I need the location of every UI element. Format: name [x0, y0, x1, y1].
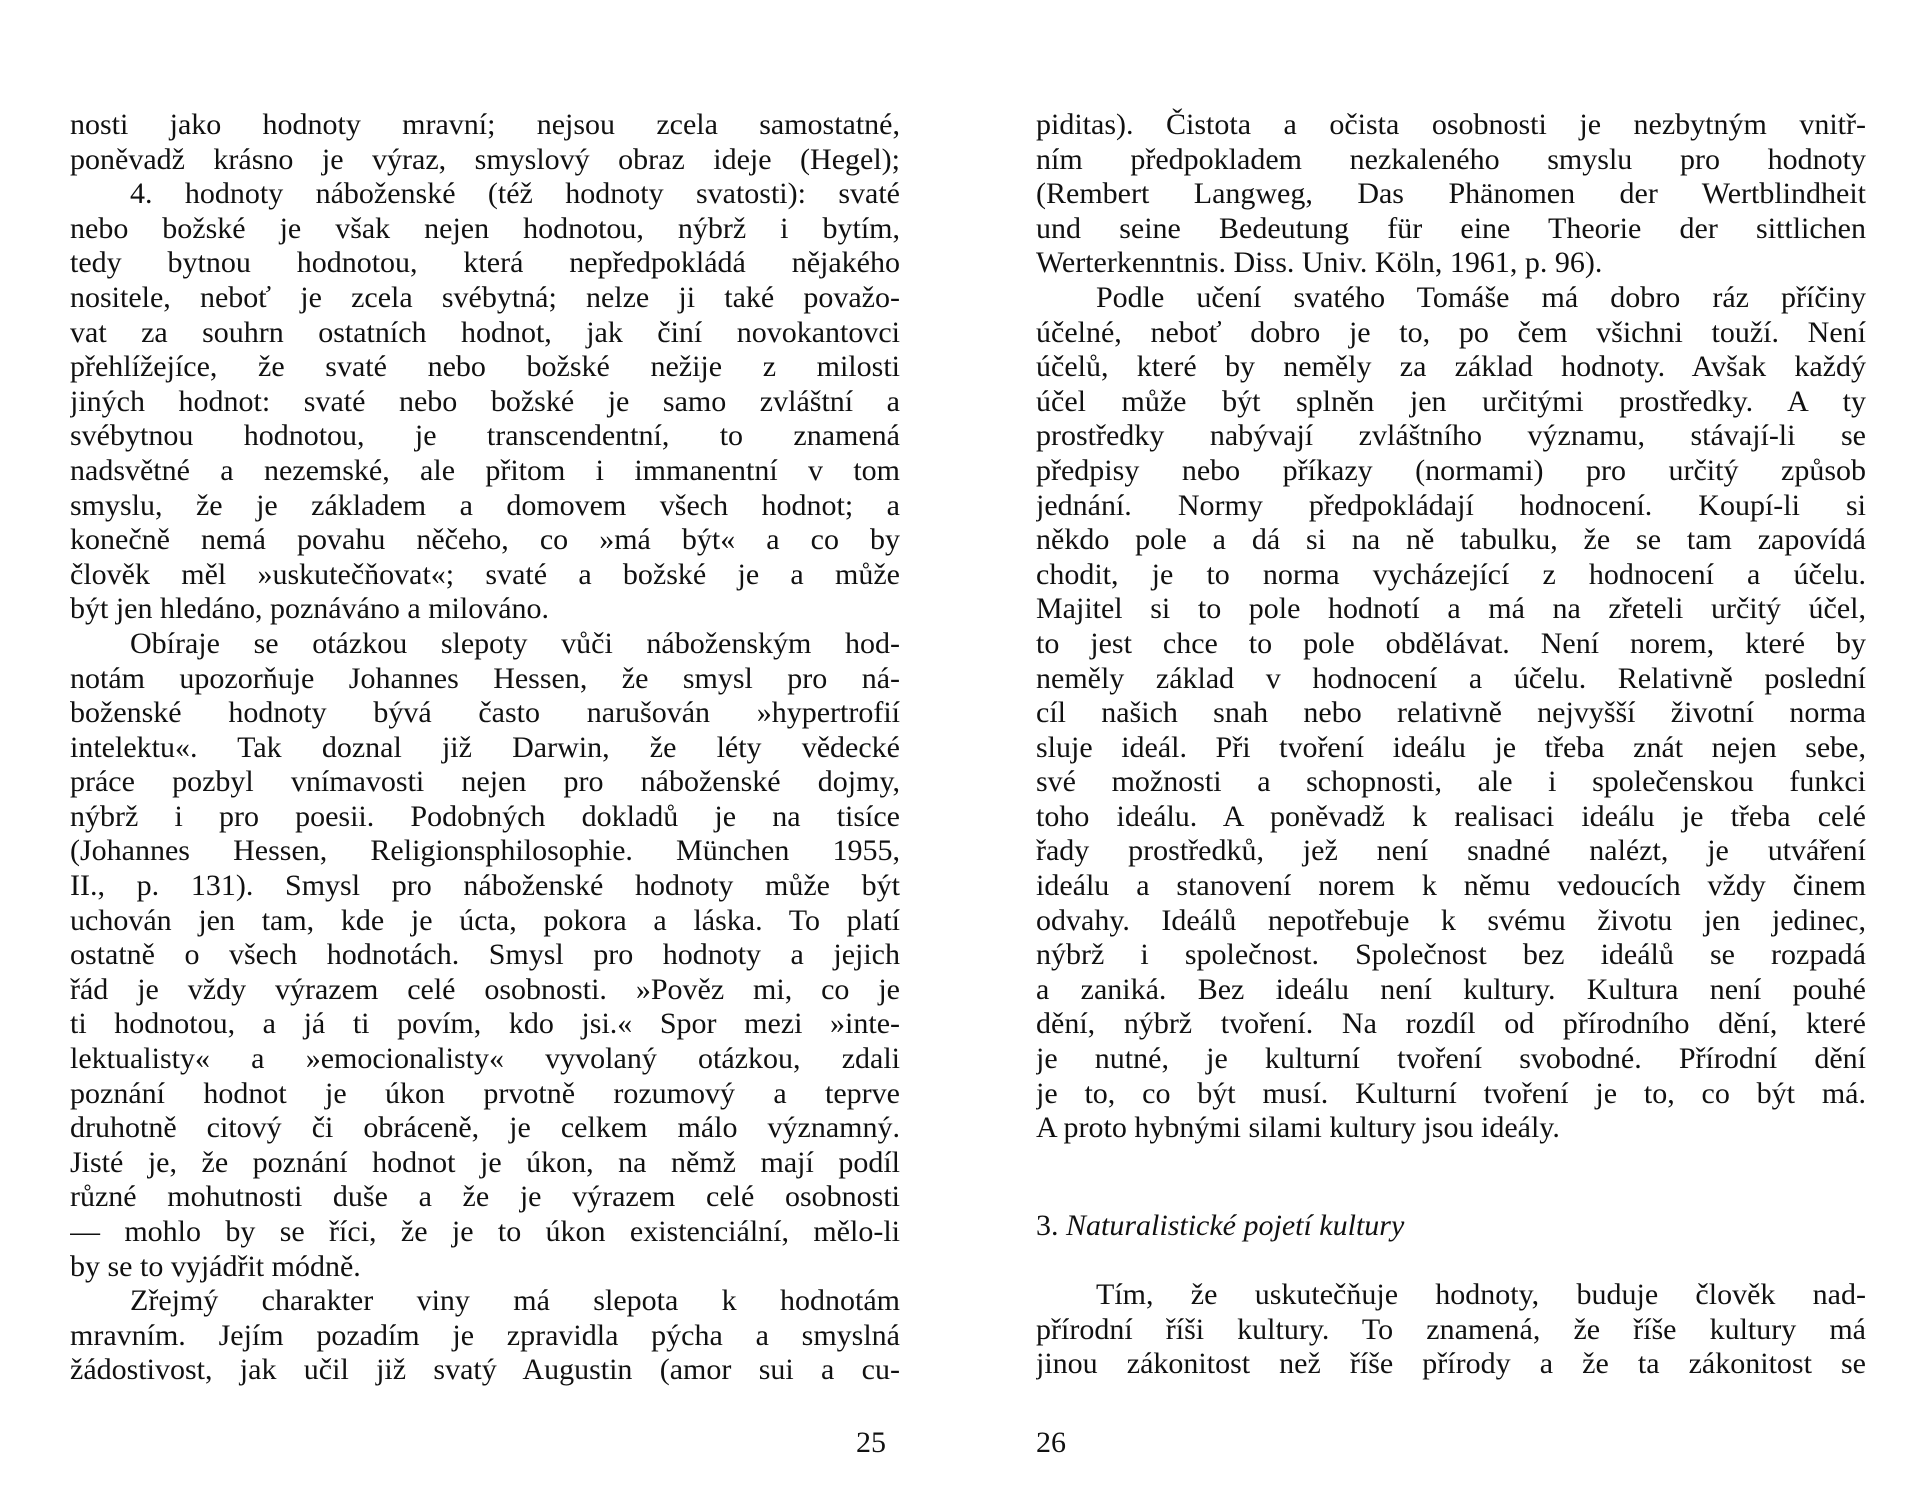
text-line: Majitel si to pole hodnotí a má na zřeteli určitý účel, — [1036, 592, 1866, 626]
text-line: jednání. Normy předpokládají hodnocení. Koupí-li si — [1036, 488, 1866, 522]
text-line: být jen hledáno, poznáváno a milováno. — [70, 592, 550, 626]
text-line: nebo božské je však nejen hodnotou, nýbrž i bytím, — [70, 211, 900, 245]
page-number-right: 26 — [1036, 1426, 1066, 1459]
text-line: a zaniká. Bez ideálu není kultury. Kultura není pouhé — [1036, 972, 1866, 1006]
text-line: ostatně o všech hodnotách. Smysl pro hodnoty a jejich — [70, 938, 900, 972]
section-heading — [1036, 1208, 1404, 1244]
text-line: nýbrž i společnost. Společnost bez ideálů se rozpadá — [1036, 938, 1866, 972]
text-line: Werterkenntnis. Diss. Univ. Köln, 1961, p. 96). — [1036, 246, 1603, 280]
text-line: smyslu, že je základem a domovem všech hodnot; a — [70, 488, 900, 522]
text-line: uchován jen tam, kde je úcta, pokora a láska. To platí — [70, 903, 900, 937]
text-line: odvahy. Ideálů nepotřebuje k svému životu jen jedinec, — [1036, 903, 1866, 937]
text-line: Podle učení svatého Tomáše má dobro ráz příčiny — [1096, 280, 1866, 314]
text-line: nositele, neboť je zcela svébytná; nelze ji také považo- — [70, 280, 900, 314]
text-line: Zřejmý charakter viny má slepota k hodnotám — [130, 1284, 900, 1318]
text-line: účelné, neboť dobro je to, po čem všichni touží. Není — [1036, 315, 1866, 349]
text-line: jiných hodnot: svaté nebo božské je samo zvláštní a — [70, 384, 900, 418]
text-line: vat za souhrn ostatních hodnot, jak činí novokantovci — [70, 315, 900, 349]
text-line: — mohlo by se říci, že je to úkon existenciální, mělo-li — [70, 1215, 900, 1248]
text-line: nosti jako hodnoty mravní; nejsou zcela samostatné, — [70, 108, 900, 141]
text-line: Tím, že uskutečňuje hodnoty, buduje člověk nad- — [1096, 1278, 1866, 1311]
text-line: konečně nemá povahu něčeho, co »má být« a co by — [70, 523, 900, 557]
text-line: někdo pole a dá si na ně tabulku, že se tam zapovídá — [1036, 523, 1866, 557]
text-line: und seine Bedeutung für eine Theorie der sittlichen — [1036, 211, 1866, 245]
section-title: Naturalistické pojetí kultury — [1066, 1209, 1405, 1242]
text-line: je nutné, je kulturní tvoření svobodné. Přírodní dění — [1036, 1042, 1866, 1076]
text-line: lektualisty« a »emocionalisty« vyvolaný otázkou, zdali — [70, 1042, 900, 1076]
text-line: předpisy nebo příkazy (normami) pro určitý způsob — [1036, 453, 1866, 487]
text-line: účel může být splněn jen určitými prostředky. A ty — [1036, 384, 1866, 418]
text-line: účelů, které by neměly za základ hodnoty. Avšak každý — [1036, 350, 1866, 384]
right-page-text — [1036, 108, 1866, 1146]
text-line: cíl našich snah nebo relativně nejvyšší životní norma — [1036, 696, 1866, 730]
text-line: řady prostředků, jež není snadné nalézt, je utváření — [1036, 834, 1866, 868]
text-line: sluje ideál. Při tvoření ideálu je třeba znát nejen sebe, — [1036, 730, 1866, 764]
text-line: chodit, je to norma vycházející z hodnocení a účelu. — [1036, 557, 1866, 591]
text-line: (Rembert Langweg, Das Phänomen der Wertblindheit — [1036, 177, 1866, 211]
text-line: svébytnou hodnotou, je transcendentní, to znamená — [70, 419, 900, 453]
text-line: nadsvětné a nezemské, ale přitom i immanentní v tom — [70, 453, 900, 487]
text-line: by se to vyjádřit módně. — [70, 1249, 361, 1283]
text-line: druhotně citový či obráceně, je celkem málo významný. — [70, 1111, 900, 1145]
page-number-left: 25 — [856, 1426, 886, 1459]
text-line: piditas). Čistota a očista osobnosti je nezbytným vnitř- — [1036, 108, 1866, 141]
text-line: Obíraje se otázkou slepoty vůči náboženským hod- — [130, 626, 900, 660]
left-page-text — [70, 108, 900, 1388]
text-line: žádostivost, jak učil již svatý Augustin (amor sui a cu- — [70, 1353, 900, 1387]
text-line: II., p. 131). Smysl pro náboženské hodnoty může být — [70, 869, 900, 903]
text-line: toho ideálu. A poněvadž k realisaci ideálu je třeba celé — [1036, 799, 1866, 833]
text-line: své možnosti a schopnosti, ale i společenskou funkci — [1036, 765, 1866, 799]
text-line: 4. hodnoty náboženské (též hodnoty svatosti): svaté — [130, 177, 900, 211]
section-number: 3. — [1036, 1209, 1059, 1242]
text-line: člověk měl »uskutečňovat«; svaté a božské je a může — [70, 557, 900, 591]
text-line: nýbrž i pro poesii. Podobných dokladů je na tisíce — [70, 799, 900, 833]
text-line: ti hodnotou, a já ti povím, kdo jsi.« Spor mezi »inte- — [70, 1007, 900, 1041]
text-line: ideálu a stanovení norem k němu vedoucích vždy činem — [1036, 869, 1866, 903]
text-line: různé mohutnosti duše a že je výrazem celé osobnosti — [70, 1180, 900, 1214]
text-line: tedy bytnou hodnotou, která nepředpokládá nějakého — [70, 246, 900, 280]
text-line: práce pozbyl vnímavosti nejen pro náboženské dojmy, — [70, 765, 900, 799]
text-line: to jest chce to pole obdělávat. Není norem, které by — [1036, 626, 1866, 660]
text-line: mravním. Jejím pozadím je zpravidla pýcha a smyslná — [70, 1318, 900, 1352]
text-line: přírodní říši kultury. To znamená, že říše kultury má — [1036, 1312, 1866, 1346]
text-line: A proto hybnými silami kultury jsou ideály. — [1036, 1111, 1560, 1145]
text-line: dění, nýbrž tvoření. Na rozdíl od přírodního dění, které — [1036, 1007, 1866, 1041]
text-line: řád je vždy výrazem celé osobnosti. »Pověz mi, co je — [70, 972, 900, 1006]
text-line: notám upozorňuje Johannes Hessen, že smysl pro ná- — [70, 661, 900, 695]
text-line: přehlížejíce, že svaté nebo božské nežije z milosti — [70, 350, 900, 384]
text-line: poněvadž krásno je výraz, smyslový obraz ideje (Hegel); — [70, 142, 900, 176]
right-page — [959, 0, 1918, 1500]
section-body-text — [1036, 1278, 1866, 1382]
text-line: (Johannes Hessen, Religionsphilosophie. München 1955, — [70, 834, 900, 868]
text-line: jinou zákonitost než říše přírody a že ta zákonitost se — [1036, 1347, 1866, 1381]
text-line: Jisté je, že poznání hodnot je úkon, na němž mají podíl — [70, 1145, 900, 1179]
text-line: boženské hodnoty bývá často narušován »hypertrofií — [70, 696, 900, 730]
text-line: prostředky nabývají zvláštního významu, stávají-li se — [1036, 419, 1866, 453]
text-line: neměly základ v hodnocení a účelu. Relativně poslední — [1036, 661, 1866, 695]
text-line: poznání hodnot je úkon prvotně rozumový a teprve — [70, 1076, 900, 1110]
text-line: je to, co být musí. Kulturní tvoření je to, co být má. — [1036, 1076, 1866, 1110]
text-line: ním předpokladem nezkaleného smyslu pro hodnoty — [1036, 142, 1866, 176]
text-line: intelektu«. Tak doznal již Darwin, že léty vědecké — [70, 730, 900, 764]
